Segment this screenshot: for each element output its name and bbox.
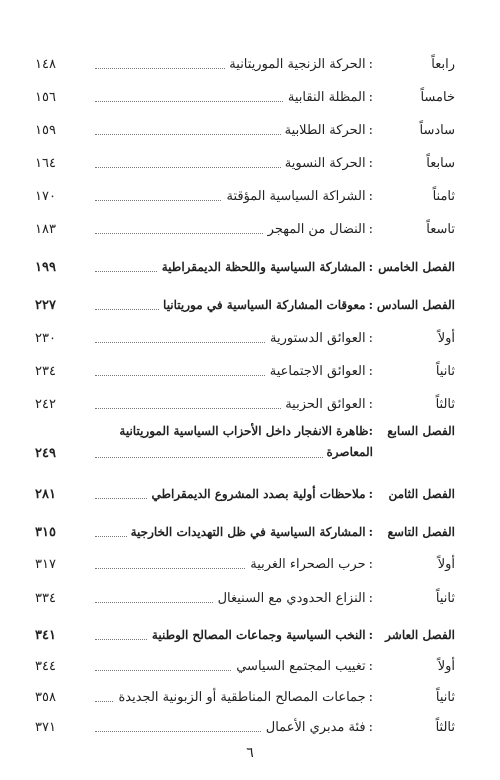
entry-label: ثانياً (435, 591, 455, 606)
entry-title: :الحركة الطلابية (281, 123, 373, 138)
entry-title: :حرب الصحراء الغربية (246, 557, 373, 572)
entry-page: ٣٤٤ (35, 659, 56, 674)
entry-label: تاسعاً (426, 222, 455, 237)
chapter-label: الفصل الخامس (378, 260, 455, 274)
chapter-title: :المشاركة السياسية واللحظة الديمقراطية (158, 260, 373, 274)
entry-label: أولاً (437, 659, 455, 674)
entry-label: ثانياً (435, 364, 455, 379)
entry-page: ١٧٠ (35, 189, 56, 204)
chapter-title: :معوقات المشاركة السياسية في موريتانيا (159, 298, 373, 312)
chapter-label: الفصل السادس (376, 298, 455, 312)
chapter-label: الفصل الثامن (388, 487, 455, 501)
chapter-title: :النخب السياسية وجماعات المصالح الوطنية (148, 628, 373, 642)
entry-label: ثانياً (435, 690, 455, 705)
entry-page: ٢٨١ (35, 487, 56, 502)
entry-label: سابعاً (426, 156, 455, 171)
entry-page: ٣١٥ (35, 525, 56, 540)
chapter-title-line2: المعاصرة (323, 445, 373, 459)
entry-label: أولاً (437, 557, 455, 572)
entry-page: ٣٥٨ (35, 690, 56, 705)
entry-title: :النزاع الحدودي مع السنيغال (214, 591, 373, 606)
entry-label: أولاً (437, 331, 455, 346)
chapter-label: الفصل السابع (387, 424, 455, 438)
entry-label: سادساً (419, 123, 455, 138)
page-number: ٦ (246, 745, 254, 761)
entry-page: ٢٣٠ (35, 331, 56, 346)
entry-title: :الحركة النسوية (281, 156, 373, 171)
entry-page: ١٤٨ (35, 57, 56, 72)
entry-page: ٢٤٩ (35, 446, 56, 461)
entry-label: رابعاً (431, 57, 455, 72)
entry-page: ٣٣٤ (35, 591, 56, 606)
chapter-title: :ظاهرة الانفجار داخل الأحزاب السياسية الموريتانية (119, 424, 373, 438)
entry-title: :العوائق الاجتماعية (266, 364, 373, 379)
chapter-title: :المشاركة السياسية في ظل التهديدات الخارجية (127, 525, 373, 539)
entry-title: :تغييب المجتمع السياسي (232, 659, 373, 674)
entry-label: ثامناً (432, 189, 455, 204)
entry-title: :فئة مدبري الأعمال (262, 720, 373, 735)
entry-label: ثالثاً (435, 397, 455, 412)
entry-page: ٢٤٢ (35, 397, 56, 412)
entry-title: :جماعات المصالح المناطقية أو الزبونية الجديدة (114, 690, 373, 705)
entry-page: ١٥٦ (35, 90, 56, 105)
chapter-label: الفصل العاشر (385, 628, 455, 642)
entry-page: ٢٢٧ (35, 298, 56, 313)
entry-page: ٣٧١ (35, 720, 56, 735)
entry-page: ١٥٩ (35, 123, 56, 138)
entry-page: ١٨٣ (35, 222, 56, 237)
entry-page: ٢٣٤ (35, 364, 56, 379)
chapter-title: :ملاحظات أولية بصدد المشروع الديمقراطي (147, 487, 373, 501)
entry-page: ١٩٩ (35, 260, 56, 275)
entry-label: خامساً (420, 90, 455, 105)
entry-title: :الحركة الزنجية الموريتانية (225, 57, 373, 72)
toc-chapter-entry (35, 424, 455, 470)
entry-title: :العوائق الحزبية (281, 397, 373, 412)
entry-page: ٣٤١ (35, 628, 56, 643)
entry-page: ١٦٤ (35, 156, 56, 171)
entry-label: ثالثاً (435, 720, 455, 735)
chapter-label: الفصل التاسع (387, 525, 455, 539)
entry-page: ٣١٧ (35, 557, 56, 572)
entry-title: :المظلة النقابية (284, 90, 373, 105)
entry-title: :النضال من المهجر (264, 222, 373, 237)
entry-title: :الشراكة السياسية المؤقتة (222, 189, 373, 204)
entry-title: :العوائق الدستورية (266, 331, 373, 346)
